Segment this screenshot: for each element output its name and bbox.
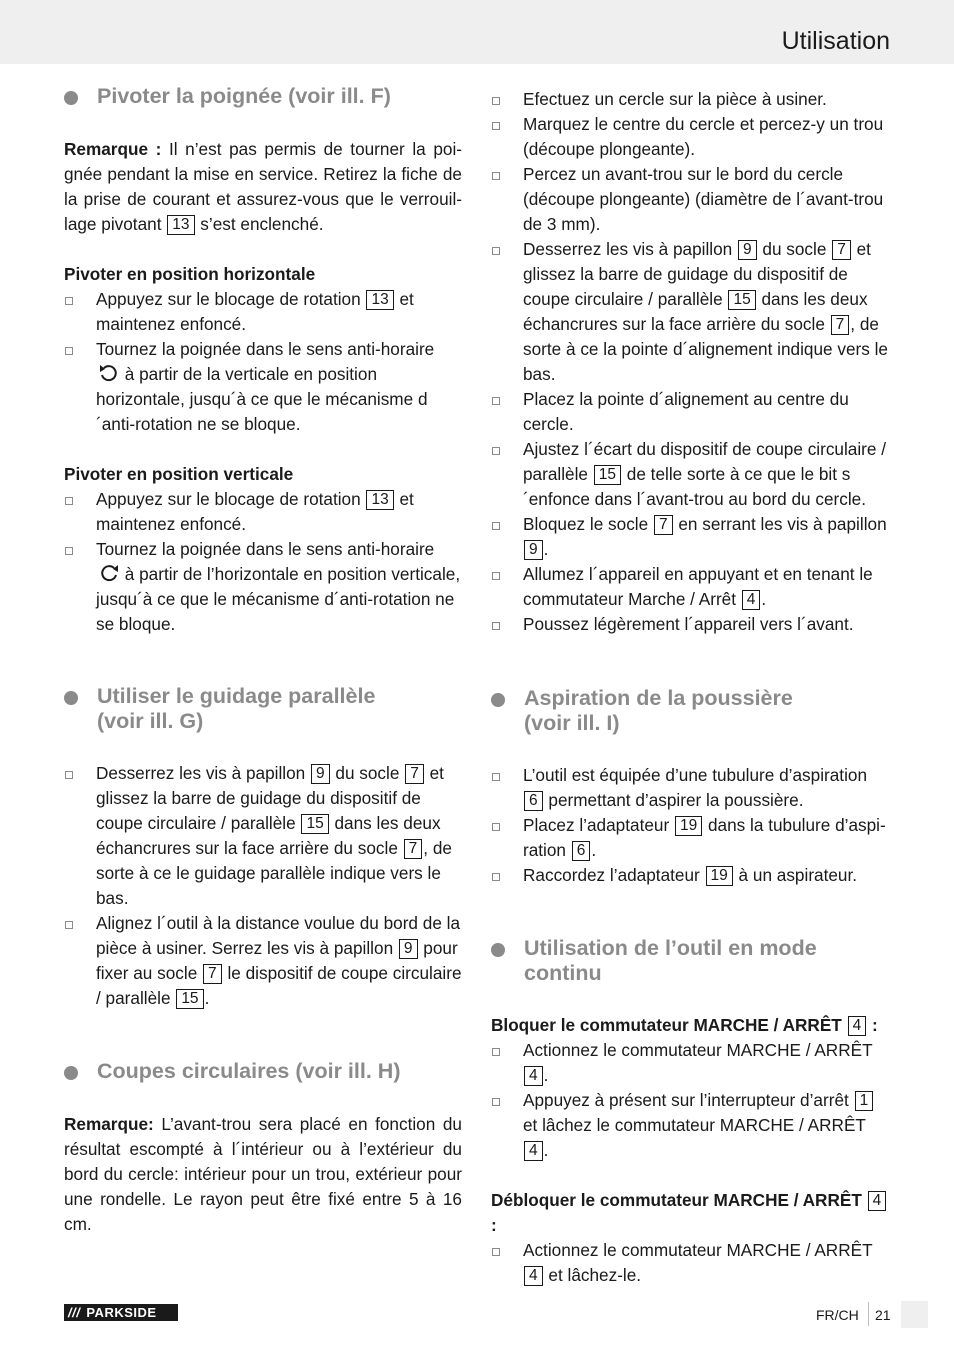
list-item: Allumez l´appareil en appuyant et en tenant le commutateur Marche / Arrêt 4 . <box>491 562 889 612</box>
ref-number: 13 <box>366 290 393 310</box>
clockwise-rotation-icon <box>98 563 120 583</box>
ref-number: 15 <box>728 290 755 310</box>
list-debloquer <box>491 1238 889 1288</box>
ref-number: 15 <box>301 814 328 834</box>
footer-divider <box>868 1302 869 1326</box>
ref-number: 6 <box>524 791 543 811</box>
language-code: FR/CH <box>816 1307 859 1323</box>
list-item: Tournez la poignée dans le sens anti-horaire à partir de l’horizontale en position verticale, jusqu´à ce que le mécanisme d´anti-rotation ne se bloque. <box>64 537 462 637</box>
section-bullet-dot <box>64 91 78 105</box>
note-coupes: Remarque: L’avant-trou sera placé en fonction du résultat escompté à l´intérieur ou à l’extérieur du bord du cercle: intérieur pour un trou, extérieur pour une rondelle. Le rayon peut être fixé entre 5 à 16 cm. <box>64 1114 462 1234</box>
subhead-vertical: Pivoter en position verticale <box>64 464 294 484</box>
ref-number: 7 <box>405 764 424 784</box>
list-item: Desserrez les vis à papillon 9 du socle 7 et glissez la barre de guidage du dispositif de coupe circulaire / parallèle 15 dans les deux échancrures sur la face arrière du socle 7 , de sorte à ce la pointe d´alignement indique vers le bas. <box>491 237 889 387</box>
list-item: Appuyez sur le blocage de rotation 13 et maintenez enfoncé. <box>64 287 462 337</box>
ref-number: 1 <box>855 1091 874 1111</box>
page-title: Utilisation <box>781 27 890 55</box>
ref-number: 7 <box>203 964 222 984</box>
list-item: Alignez l´outil à la distance voulue du bord de la pièce à usiner. Serrez les vis à papillon 9 pour fixer au socle 7 le dispositif de coupe circulaire / parallèle 15 . <box>64 911 462 1011</box>
list-horizontal <box>64 287 462 437</box>
section-bullet-dot <box>491 693 505 707</box>
section-bullet-dot <box>64 691 78 705</box>
list-bloquer <box>491 1038 889 1163</box>
list-item: L’outil est équipée d’une tubulure d’aspiration 6 permettant d’aspirer la poussière. <box>491 763 889 813</box>
section-title-continu: Utilisation de l’outil en mode continu <box>491 936 889 986</box>
ref-number: 15 <box>176 989 203 1009</box>
section-title-pivoter: Pivoter la poignée (voir ill. F) <box>64 84 462 109</box>
ref-number: 9 <box>311 764 330 784</box>
counterclockwise-rotation-icon <box>98 363 120 383</box>
section-title-guidage: Utiliser le guidage parallèle (voir ill. G) <box>64 684 462 734</box>
right-column <box>491 87 889 1288</box>
ref-number: 4 <box>524 1141 543 1161</box>
subhead-debloquer: Débloquer le commutateur MARCHE / ARRÊT 4 : <box>491 1188 889 1238</box>
ref-number: 7 <box>654 515 673 535</box>
note-pivoter: Remarque : Il n’est pas permis de tourner la poignée pendant la mise en service. Retirez la fiche de la prise de courant et assurez-vous que le verrouillage pivotant 13 s’est enclenché. <box>64 139 462 234</box>
section-bullet-dot <box>64 1066 78 1080</box>
section-bullet-dot <box>491 943 505 957</box>
list-item: Bloquez le socle 7 en serrant les vis à papillon 9 . <box>491 512 889 562</box>
ref-number: 6 <box>572 841 591 861</box>
list-item: Placez la pointe d´alignement au centre du cercle. <box>491 387 889 437</box>
ref-number: 4 <box>848 1016 867 1036</box>
list-item: Actionnez le commutateur MARCHE / ARRÊT 4 . <box>491 1038 889 1088</box>
list-item: Ajustez l´écart du dispositif de coupe circulaire / parallèle 15 de telle sorte à ce que le bit s´enfonce dans l´avant-trou au bord du cercle. <box>491 437 889 512</box>
ref-number: 9 <box>399 939 418 959</box>
left-column <box>64 84 462 1237</box>
list-guidage <box>64 761 462 1011</box>
ref-number: 4 <box>524 1266 543 1286</box>
page-number: 21 <box>875 1307 891 1323</box>
list-aspiration <box>491 763 889 888</box>
ref-number: 19 <box>675 816 702 836</box>
ref-number: 7 <box>404 839 423 859</box>
list-item: Raccordez l’adaptateur 19 à un aspirateur. <box>491 863 889 888</box>
section-title-aspiration: Aspiration de la poussière (voir ill. I) <box>491 686 889 736</box>
ref-number: 7 <box>832 240 851 260</box>
ref-number: 9 <box>738 240 757 260</box>
list-item: Placez l’adaptateur 19 dans la tubulure d’aspiration 6 . <box>491 813 889 863</box>
ref-number: 15 <box>594 465 621 485</box>
list-item: Marquez le centre du cercle et percez-y un trou (découpe plongeante). <box>491 112 889 162</box>
list-item: Appuyez à présent sur l’interrupteur d’arrêt 1 et lâchez le commutateur MARCHE / ARRÊT 4 . <box>491 1088 889 1163</box>
list-item: Actionnez le commutateur MARCHE / ARRÊT 4 et lâchez-le. <box>491 1238 889 1288</box>
ref-number: 9 <box>524 540 543 560</box>
ref-number: 7 <box>831 315 850 335</box>
list-item: Poussez légèrement l´appareil vers l´avant. <box>491 612 889 637</box>
ref-number: 4 <box>742 590 761 610</box>
footer-tab-marker <box>901 1301 928 1328</box>
list-item: Efectuez un cercle sur la pièce à usiner. <box>491 87 889 112</box>
section-title-coupes: Coupes circulaires (voir ill. H) <box>64 1059 462 1084</box>
ref-number: 13 <box>366 490 393 510</box>
ref-number: 4 <box>524 1066 543 1086</box>
subhead-horizontal: Pivoter en position horizontale <box>64 264 316 284</box>
ref-number: 4 <box>868 1191 887 1211</box>
subhead-bloquer: Bloquer le commutateur MARCHE / ARRÊT 4 : <box>491 1015 878 1035</box>
ref-number: 13 <box>167 215 194 235</box>
ref-number: 19 <box>706 866 733 886</box>
parkside-logo: /// PARKSIDE <box>64 1304 178 1321</box>
list-item: Percez un avant-trou sur le bord du cercle (découpe plongeante) (diamètre de l´avant-trou de 3 mm). <box>491 162 889 237</box>
list-circulaires <box>491 87 889 637</box>
list-item: Appuyez sur le blocage de rotation 13 et maintenez enfoncé. <box>64 487 462 537</box>
list-item: Desserrez les vis à papillon 9 du socle 7 et glissez la barre de guidage du dispositif de coupe circulaire / parallèle 15 dans les deux échancrures sur la face arrière du socle 7 , de sorte à ce le guidage parallèle indique vers le bas. <box>64 761 462 911</box>
list-item: Tournez la poignée dans le sens anti-horaire à partir de la verticale en position horizontale, jusqu´à ce que le mécanisme d´anti-rotation ne se bloque. <box>64 337 462 437</box>
list-vertical <box>64 487 462 637</box>
